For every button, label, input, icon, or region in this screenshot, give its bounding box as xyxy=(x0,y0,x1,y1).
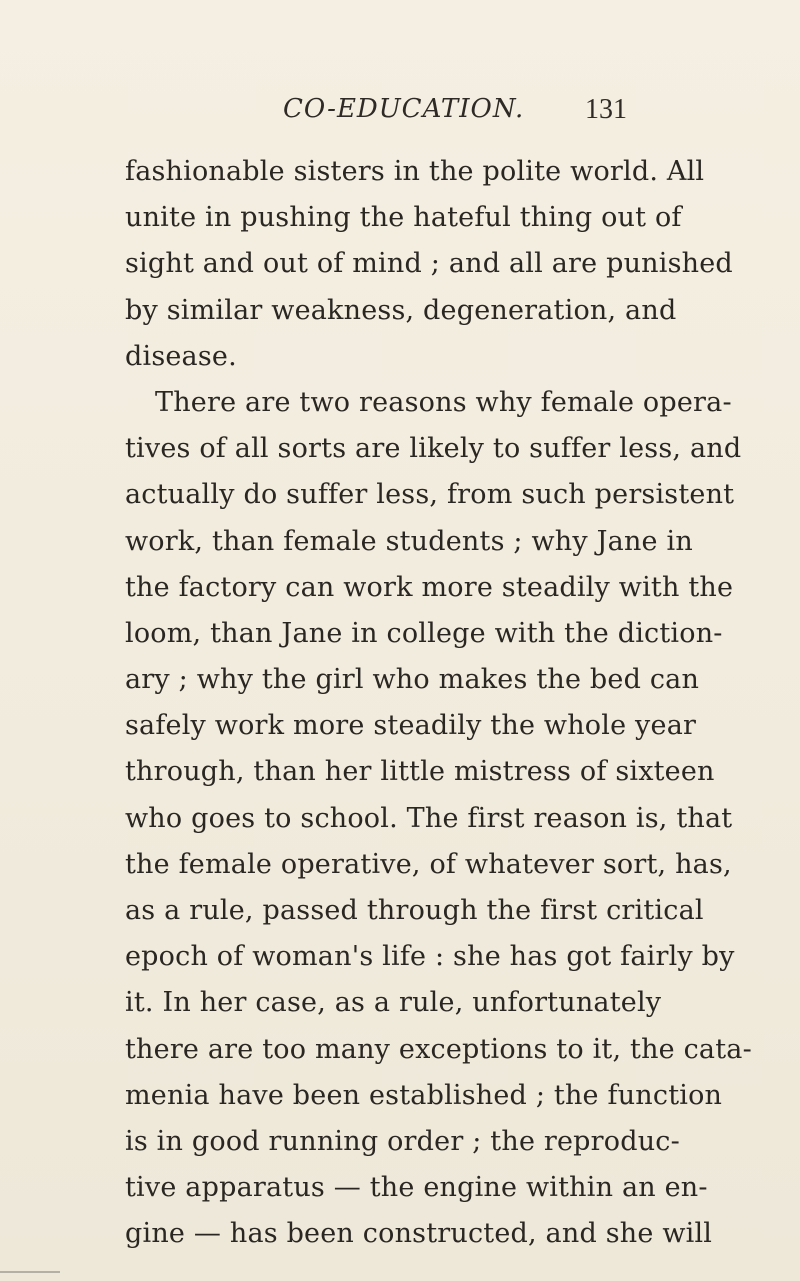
text-line: sight and out of mind ; and all are punished xyxy=(125,248,733,280)
text-line: the female operative, of whatever sort, has, xyxy=(125,848,732,880)
text-line: actually do suffer less, from such persistent xyxy=(125,479,735,511)
body-text xyxy=(125,149,752,1258)
text-line: gine — has been constructed, and she will xyxy=(125,1218,713,1250)
page-edge-mark xyxy=(0,1271,60,1273)
text-line: there are too many exceptions to it, the cata- xyxy=(125,1033,752,1065)
text-line: tives of all sorts are likely to suffer less, and xyxy=(125,433,742,465)
page-number: 131 xyxy=(585,94,627,125)
running-title: CO-EDUCATION. xyxy=(283,94,525,124)
text-line: by similar weakness, degeneration, and xyxy=(125,294,677,326)
text-line: tive apparatus — the engine within an en- xyxy=(125,1172,708,1204)
text-line: work, than female students ; why Jane in xyxy=(125,525,693,557)
text-line: is in good running order ; the reproduc- xyxy=(125,1125,680,1157)
text-line: it. In her case, as a rule, unfortunately xyxy=(125,987,662,1019)
text-line: as a rule, passed through the first critical xyxy=(125,895,704,926)
text-line: There are two reasons why female opera- xyxy=(155,386,732,418)
text-line: the factory can work more steadily with the xyxy=(125,571,734,603)
text-line: who goes to school. The first reason is, that xyxy=(125,802,733,834)
text-line: loom, than Jane in college with the diction- xyxy=(125,617,723,649)
text-line: epoch of woman's life : she has got fairly by xyxy=(125,941,735,973)
text-line: fashionable sisters in the polite world. All xyxy=(125,156,705,187)
text-line: menia have been established ; the function xyxy=(125,1079,723,1111)
text-line: through, than her little mistress of sixteen xyxy=(125,756,715,788)
text-line: safely work more steadily the whole year xyxy=(125,710,697,742)
text-line: ary ; why the girl who makes the bed can xyxy=(125,664,700,696)
text-line: unite in pushing the hateful thing out of xyxy=(125,202,682,234)
running-head xyxy=(0,94,800,134)
text-line: disease. xyxy=(125,340,237,372)
